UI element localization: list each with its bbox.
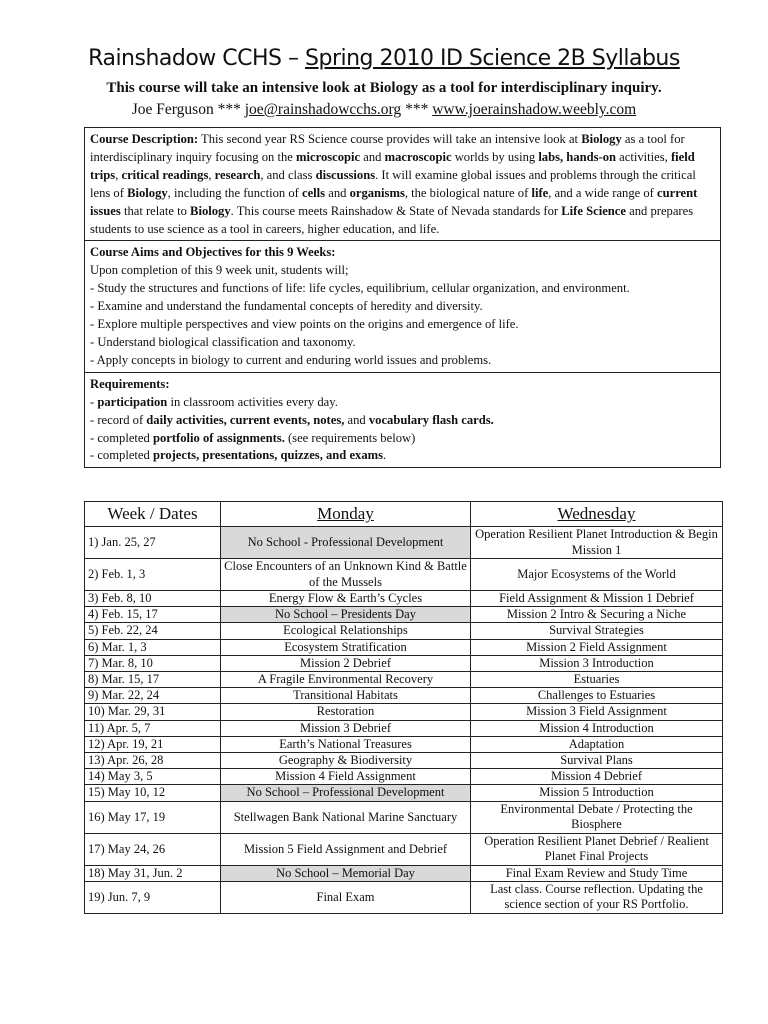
wednesday-cell: Mission 3 Field Assignment (471, 704, 723, 720)
wednesday-cell: Major Ecosystems of the World (471, 559, 723, 591)
week-cell: 14) May 3, 5 (85, 769, 221, 785)
week-cell: 8) Mar. 15, 17 (85, 672, 221, 688)
course-description-segment: worlds by using (451, 149, 539, 164)
monday-cell: No School – Professional Development (221, 785, 471, 801)
monday-cell: A Fragile Environmental Recovery (221, 672, 471, 688)
aims-item: - Apply concepts in biology to current and enduring world issues and problems. (90, 352, 492, 367)
schedule-body (85, 527, 723, 914)
monday-cell: No School – Presidents Day (221, 607, 471, 623)
course-description-segment: . This course meets Rainshadow & State of Nevada standards for (230, 203, 562, 218)
week-cell: 10) Mar. 29, 31 (85, 704, 221, 720)
aims-list (90, 280, 716, 370)
course-description-segment: Biology (581, 132, 622, 146)
course-description-segment: , (115, 167, 122, 182)
monday-cell: Geography & Biodiversity (221, 753, 471, 769)
course-description-segment: field trips (90, 149, 695, 182)
monday-cell: Ecological Relationships (221, 623, 471, 639)
schedule-row (85, 801, 723, 833)
week-cell: 9) Mar. 22, 24 (85, 688, 221, 704)
wednesday-cell: Final Exam Review and Study Time (471, 865, 723, 881)
requirement-item (90, 430, 716, 448)
wednesday-cell: Mission 2 Intro & Securing a Niche (471, 607, 723, 623)
aims-item: - Examine and understand the fundamental concepts of heredity and diversity. (90, 299, 483, 314)
course-description-segment: Biology (127, 185, 168, 200)
monday-cell: Transitional Habitats (221, 688, 471, 704)
page-subtitle: This course will take an intensive look at Biology as a tool for interdisciplinary inquiry. (106, 80, 662, 96)
monday-cell: Earth’s National Treasures (221, 736, 471, 752)
course-description-segment: microscopic (296, 149, 361, 164)
course-description-text (90, 131, 716, 238)
monday-cell: Mission 4 Field Assignment (221, 769, 471, 785)
course-description-segment: Life Science (561, 203, 626, 218)
week-cell: 18) May 31, Jun. 2 (85, 865, 221, 881)
page-title (0, 46, 768, 71)
requirement-segment: vocabulary flash cards. (368, 412, 494, 427)
course-description-segment: research (214, 167, 261, 182)
schedule-row (85, 704, 723, 720)
week-cell: 5) Feb. 22, 24 (85, 623, 221, 639)
week-cell: 4) Feb. 15, 17 (85, 607, 221, 623)
course-description-segment: critical readings (121, 167, 209, 182)
course-description-segment: This second year RS Science course provides will take an intensive look at (198, 132, 582, 146)
requirements-heading: Requirements: (90, 376, 170, 391)
schedule-row (85, 736, 723, 752)
wednesday-cell: Operation Resilient Planet Introduction & Begin Mission 1 (471, 527, 723, 559)
wednesday-cell: Adaptation (471, 736, 723, 752)
schedule-header-row (85, 502, 723, 527)
wednesday-cell: Operation Resilient Planet Debrief / Realient Planet Final Projects (471, 833, 723, 865)
course-description-segment: Biology (190, 203, 231, 218)
course-description-section (85, 128, 720, 241)
monday-cell: No School - Professional Development (221, 527, 471, 559)
wednesday-cell: Field Assignment & Mission 1 Debrief (471, 591, 723, 607)
header-week-dates: Week / Dates (85, 502, 221, 527)
title-prefix: Rainshadow CCHS – (88, 46, 306, 71)
week-cell: 12) Apr. 19, 21 (85, 736, 221, 752)
requirement-segment: in classroom activities every day. (167, 394, 338, 409)
monday-cell: Final Exam (221, 881, 471, 913)
course-description-segment: cells (301, 185, 326, 200)
wednesday-cell: Mission 4 Introduction (471, 720, 723, 736)
course-description-segment: , (208, 167, 215, 182)
course-description-heading: Course Description: (90, 132, 199, 146)
aims-section (85, 241, 720, 372)
aims-intro: Upon completion of this 9 week unit, students will; (90, 263, 349, 278)
week-cell: 2) Feb. 1, 3 (85, 559, 221, 591)
aims-heading: Course Aims and Objectives for this 9 Weeks: (90, 245, 336, 260)
requirement-segment: - (90, 394, 98, 409)
week-cell: 1) Jan. 25, 27 (85, 527, 221, 559)
wednesday-cell: Estuaries (471, 672, 723, 688)
monday-cell: Mission 5 Field Assignment and Debrief (221, 833, 471, 865)
wednesday-cell: Mission 3 Introduction (471, 655, 723, 671)
course-description-segment: organisms (349, 185, 405, 200)
schedule-row (85, 672, 723, 688)
course-description-segment: that relate to (120, 203, 191, 218)
monday-cell: Mission 2 Debrief (221, 655, 471, 671)
course-description-segment: and (360, 149, 385, 164)
week-cell: 16) May 17, 19 (85, 801, 221, 833)
monday-cell: No School – Memorial Day (221, 865, 471, 881)
week-cell: 17) May 24, 26 (85, 833, 221, 865)
schedule-row (85, 591, 723, 607)
requirement-item (90, 447, 716, 465)
contact-name: Joe Ferguson *** (131, 101, 245, 118)
requirement-segment: - completed (90, 430, 153, 445)
requirement-segment: . (383, 448, 387, 463)
requirements-section (85, 373, 720, 468)
schedule-row (85, 688, 723, 704)
wednesday-cell: Mission 4 Debrief (471, 769, 723, 785)
contact-line (0, 101, 768, 119)
course-description-segment: , the biological nature of (404, 185, 532, 200)
schedule-row (85, 865, 723, 881)
wednesday-cell: Survival Plans (471, 753, 723, 769)
schedule-row (85, 655, 723, 671)
course-description-segment: discussions (315, 167, 376, 182)
wednesday-cell: Environmental Debate / Protecting the Biosphere (471, 801, 723, 833)
wednesday-cell: Challenges to Estuaries (471, 688, 723, 704)
week-cell: 13) Apr. 26, 28 (85, 753, 221, 769)
schedule-row (85, 527, 723, 559)
schedule-table (84, 501, 723, 914)
schedule-row (85, 559, 723, 591)
monday-cell: Energy Flow & Earth’s Cycles (221, 591, 471, 607)
week-cell: 3) Feb. 8, 10 (85, 591, 221, 607)
schedule-row (85, 881, 723, 913)
wednesday-cell: Survival Strategies (471, 623, 723, 639)
requirement-item (90, 412, 716, 430)
requirement-segment: - completed (90, 448, 153, 463)
week-cell: 6) Mar. 1, 3 (85, 639, 221, 655)
schedule-row (85, 639, 723, 655)
course-description-segment: macroscopic (384, 149, 452, 164)
aims-item: - Study the structures and functions of life: life cycles, equilibrium, cellular organization, and environment. (90, 281, 630, 296)
schedule-row (85, 753, 723, 769)
contact-separator: *** (401, 101, 433, 118)
aims-item: - Understand biological classification and taxonomy. (90, 334, 356, 349)
course-description-segment: and prepares students to use science as a tool in careers, higher education, and life. (90, 203, 694, 236)
course-info-box (84, 127, 721, 468)
requirement-segment: projects, presentations, quizzes, and exams (152, 448, 384, 463)
course-description-segment: current issues (90, 185, 698, 218)
course-description-segment: life (531, 185, 549, 200)
course-description-segment: , and a wide range of (548, 185, 658, 200)
course-description-segment: , and class (260, 167, 316, 182)
course-description-segment: labs, hands-on (538, 149, 617, 164)
requirement-segment: - record of (90, 412, 147, 427)
requirement-segment: participation (97, 394, 168, 409)
schedule-row (85, 720, 723, 736)
title-main: Spring 2010 ID Science 2B Syllabus (305, 46, 680, 71)
requirements-list (90, 394, 716, 466)
wednesday-cell: Mission 5 Introduction (471, 785, 723, 801)
wednesday-cell: Mission 2 Field Assignment (471, 639, 723, 655)
requirement-segment: daily activities, current events, notes, (146, 412, 345, 427)
schedule-row (85, 607, 723, 623)
monday-cell: Close Encounters of an Unknown Kind & Battle of the Mussels (221, 559, 471, 591)
monday-cell: Stellwagen Bank National Marine Sanctuary (221, 801, 471, 833)
course-description-segment: activities, (616, 149, 671, 164)
monday-cell: Ecosystem Stratification (221, 639, 471, 655)
aims-item: - Explore multiple perspectives and view points on the origins and emergence of life. (90, 317, 519, 332)
requirement-segment: and (344, 412, 369, 427)
wednesday-cell: Last class. Course reflection. Updating the science section of your RS Portfolio. (471, 881, 723, 913)
course-description-segment: , including the function of (167, 185, 302, 200)
week-cell: 15) May 10, 12 (85, 785, 221, 801)
week-cell: 19) Jun. 7, 9 (85, 881, 221, 913)
website-link[interactable]: www.joerainshadow.weebly.com (432, 101, 637, 118)
course-description-segment: as a tool for interdisciplinary inquiry focusing on the (90, 132, 685, 164)
schedule-row (85, 623, 723, 639)
monday-cell: Mission 3 Debrief (221, 720, 471, 736)
course-description-segment: and (325, 185, 350, 200)
schedule-row (85, 833, 723, 865)
header-wednesday: Wednesday (471, 502, 723, 527)
requirement-item (90, 394, 716, 412)
monday-cell: Restoration (221, 704, 471, 720)
requirement-segment: portfolio of assignments. (152, 430, 285, 445)
schedule-row (85, 785, 723, 801)
header-monday: Monday (221, 502, 471, 527)
course-description-segment: . It will examine global issues and problems through the critical lens of (90, 167, 696, 200)
requirement-segment: (see requirements below) (284, 430, 416, 445)
week-cell: 7) Mar. 8, 10 (85, 655, 221, 671)
schedule-row (85, 769, 723, 785)
email-link[interactable]: joe@rainshadowcchs.org (244, 101, 402, 118)
week-cell: 11) Apr. 5, 7 (85, 720, 221, 736)
